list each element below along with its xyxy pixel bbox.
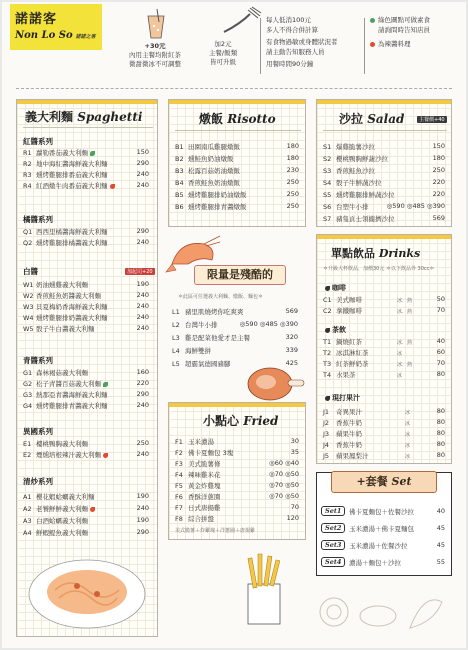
item-price: 180: [432, 154, 445, 162]
section-orange-sauce: 橘醬系列: [23, 215, 53, 224]
item-price: 250: [432, 166, 445, 174]
drink-note: +30元 內用主餐均附紅茶 微甜微冰不可調整: [129, 42, 181, 68]
menu-page: [2, 2, 466, 648]
item-price: 70: [436, 306, 445, 314]
item-price: ◎70 ◎50: [269, 481, 299, 489]
dining-rules: 每人低消100元 多人不得合併計算 有食物過敏或身體狀況者 請主動告知服務人員 用餐時間90分鐘: [266, 16, 338, 68]
set-item: 佛卡夏麵包＋佐餐沙拉: [349, 508, 414, 516]
menu-item: R1 蘿勒番茄義大利麵: [23, 148, 95, 157]
set-label: Set2: [321, 523, 345, 533]
drinks-title: 單點飲品 Drinks: [331, 247, 421, 260]
section-exotic: 異國系列: [23, 427, 53, 436]
panel-accent: [317, 100, 451, 104]
item-price: 240: [136, 313, 149, 321]
menu-item: R3 燻烤雞腿排番茄義大利麵: [23, 171, 108, 179]
menu-item: B3 松露百菇奶油燉飯: [175, 167, 240, 175]
logo-chinese: 諾諾客: [15, 12, 58, 27]
menu-item: W5 骰子牛白醬義大利麵: [23, 325, 95, 333]
spicy-dot-icon: [370, 42, 375, 47]
item-price: 220: [136, 379, 149, 387]
panel-accent: [169, 403, 305, 407]
menu-item: G1 森林褐菇義大利麵: [23, 369, 88, 377]
salad-price-tag: 主餐價+40: [419, 117, 445, 123]
menu-item: B6 燻烤雞腿排青醬燉飯: [175, 203, 247, 211]
menu-item: F8 綜合拼盤: [175, 515, 214, 523]
platter-note: 美式脆薯＋炸雞塊＋洋蔥圈＋唐揚雞: [175, 528, 256, 534]
item-price: 290: [136, 159, 149, 167]
menu-item: F1 玉米濃湯: [175, 438, 214, 446]
item-price: 30: [290, 437, 299, 445]
item-price: 240: [136, 291, 149, 299]
item-price: 80: [436, 370, 445, 378]
drink-temp: 冰．熱: [397, 362, 413, 368]
spaghetti-panel: [16, 99, 158, 637]
set-price: 40: [436, 507, 445, 515]
menu-item: W2 香煎鮭魚奶醬義大利麵: [23, 292, 101, 300]
menu-item: L2 台灣牛小排: [172, 321, 218, 329]
menu-item: T3 紅茶鮮奶茶: [323, 360, 369, 368]
menu-item: W1 奶油燻雞義大利麵: [23, 281, 88, 289]
menu-item: S2 櫻桃鴨胸鮮蔬沙拉: [323, 155, 388, 163]
item-price: 190: [136, 492, 149, 500]
item-price: 80: [436, 440, 445, 448]
title-underline: [23, 127, 153, 128]
set-label: Set1: [321, 506, 345, 516]
item-price: 80: [436, 451, 445, 459]
item-price: 240: [136, 238, 149, 246]
menu-item: F3 美式脆薯條: [175, 460, 221, 468]
item-price: 240: [136, 181, 149, 189]
menu-item: S6 台塑牛小排: [323, 203, 369, 211]
menu-item: Q1 西西里橘醬海鮮義大利麵: [23, 228, 108, 236]
panel-accent: [317, 235, 451, 239]
item-price: ◎590 ◎485 ◎390: [239, 320, 298, 328]
set-item: 玉米濃湯＋佐餐沙拉: [349, 542, 408, 550]
item-price: 240: [136, 401, 149, 409]
drink-temp: 冰: [405, 454, 411, 460]
menu-item: F4 辣味雞米花: [175, 471, 221, 479]
item-price: 290: [136, 227, 149, 235]
menu-item: S5 燻烤雞腿排鮮蔬沙拉: [323, 191, 395, 199]
set-label: Set3: [321, 540, 345, 550]
item-price: 220: [432, 178, 445, 186]
menu-item: C1 美式咖啡: [323, 296, 362, 304]
drinks-note: ＊升級大杯飲品，加價30元 ＊以下飲品外 30cc＊: [323, 266, 435, 272]
divider: [364, 18, 365, 74]
logo-english: Non Lo So 諾諾之客: [15, 30, 96, 41]
logo: [10, 4, 102, 50]
risotto-panel: [168, 99, 306, 227]
drink-temp: 冰: [405, 443, 411, 449]
risotto-title: 燉飯 Risotto: [199, 112, 276, 126]
limited-banner: 限量是殘酷的: [194, 265, 286, 285]
menu-item: A3 白酒蛤蠣義大利麵: [23, 517, 88, 525]
divider: [260, 18, 261, 74]
item-price: 190: [136, 280, 149, 288]
item-price: 230: [286, 166, 299, 174]
item-price: 220: [432, 190, 445, 198]
menu-item: S1 爆雞脆薯沙拉: [323, 143, 375, 151]
salad-panel: [316, 99, 452, 227]
title-underline: [175, 130, 301, 131]
menu-item: C2 拿鐵咖啡: [323, 307, 362, 315]
menu-item: F6 香酥洋蔥圈: [175, 493, 221, 501]
bullet-icon: [325, 286, 330, 291]
item-price: 569: [285, 307, 298, 315]
menu-item: J2 香蕉牛奶: [323, 419, 362, 427]
item-price: 190: [136, 516, 149, 524]
menu-item: E1 樓桃鴨胸義大利麵: [23, 440, 88, 448]
item-price: 150: [432, 142, 445, 150]
item-price: 180: [286, 154, 299, 162]
item-price: 240: [136, 170, 149, 178]
section-juice: 現打果汁: [325, 393, 360, 403]
menu-item: B2 燻鮭魚奶油燉飯: [175, 155, 234, 163]
menu-item: J4 香蕉牛奶: [323, 441, 362, 449]
item-price: 425: [285, 359, 298, 367]
item-price: ◎70 ◎50: [269, 492, 299, 500]
menu-item: R2 地中海紅醬海鮮義大利麵: [23, 160, 108, 168]
fork-icon: [220, 6, 262, 36]
section-pesto: 青醬系列: [23, 356, 53, 365]
menu-item: B4 香煎鮭魚奶油燉飯: [175, 179, 240, 187]
menu-item: W3 貝夏梅奶香海鮮義大利麵: [23, 303, 108, 311]
menu-item: J5 蘋果鳳梨汁: [323, 452, 369, 460]
drink-temp: 冰: [405, 421, 411, 427]
drink-temp: 冰: [397, 373, 403, 379]
menu-item: A1 櫻花蝦蛤蠣義大利麵: [23, 493, 95, 501]
set-price: 55: [436, 558, 445, 566]
menu-item: F7 日式唐揚雞: [175, 504, 221, 512]
item-price: 80: [436, 429, 445, 437]
item-price: 250: [286, 178, 299, 186]
menu-item: J3 蘋果牛奶: [323, 430, 362, 438]
menu-item: G4 燻烤雞腿排青醬義大利麵: [23, 402, 108, 410]
item-price: 120: [286, 514, 299, 522]
menu-item: G2 松子青醬百菇義大利麵: [23, 379, 108, 388]
title-underline: [323, 130, 447, 131]
drink-temp: 冰．熱: [397, 309, 413, 315]
menu-item: G3 熱那亞青醬海鮮義大利麵: [23, 391, 108, 399]
spicy-icon: [103, 453, 108, 458]
menu-item: L5 超霸氣德國豬腳: [172, 360, 231, 368]
veg-icon: [103, 382, 108, 387]
section-stirfry: 清炒系列: [23, 477, 53, 486]
menu-item: T4 水果茶: [323, 371, 356, 379]
limited-note: ＊此區可任選義大利麵、燉飯、麵包＊: [178, 294, 264, 300]
drink-temp: 冰: [397, 351, 403, 357]
upgrade-note: 加2元 主餐/飯類 皆可升級: [208, 40, 238, 66]
cheese-addon-tag: 加起司+20: [127, 269, 153, 275]
set-label: Set4: [321, 557, 345, 567]
item-price: 35: [290, 448, 299, 456]
iced-tea-icon: [145, 8, 167, 40]
menu-item: A2 老饕鮮鮮義大利麵: [23, 504, 95, 513]
menu-item: E2 煙燻培根辣汁義大利麵: [23, 450, 108, 459]
drink-temp: 冰．熱: [397, 298, 413, 304]
menu-item: F2 佛卡夏麵包 3塊: [175, 449, 234, 457]
salad-title: 沙拉 Salad: [339, 112, 405, 126]
item-price: 150: [136, 148, 149, 156]
drinks-panel: [316, 234, 452, 464]
item-price: 180: [286, 142, 299, 150]
item-price: 80: [436, 418, 445, 426]
menu-item: R4 紅酒燉牛肉番茄義大利麵: [23, 181, 115, 190]
fried-title: 小點心 Fried: [203, 414, 279, 428]
menu-item: S3 香煎鮭魚沙拉: [323, 167, 375, 175]
menu-item: F5 黃金炸雞塊: [175, 482, 221, 490]
item-price: 339: [285, 346, 298, 354]
menu-item: Q2 燻烤雞腿排橘醬義大利麵: [23, 239, 108, 247]
item-price: 250: [286, 202, 299, 210]
ham-illustration: [244, 362, 308, 404]
set-price: 45: [436, 541, 445, 549]
item-price: 70: [290, 503, 299, 511]
panel-accent: [17, 100, 157, 104]
spaghetti-title: 義大利麵 Spaghetti: [25, 110, 143, 124]
fries-illustration: [234, 550, 294, 630]
fried-panel: [168, 402, 306, 540]
menu-item: L3 雞是配菜他愛才是主餐: [172, 334, 250, 342]
item-price: 569: [432, 214, 445, 222]
item-price: 250: [136, 439, 149, 447]
item-price: 50: [436, 295, 445, 303]
menu-item: T2 冰淇淋紅茶: [323, 349, 369, 357]
menu-item: L1 豬里肌燒烤你吃爽爽: [172, 308, 244, 316]
item-price: 290: [136, 390, 149, 398]
menu-item: L4 海鮮雙拼: [172, 347, 211, 355]
set-item: 濃湯＋麵包＋沙拉: [349, 559, 401, 567]
item-price: 240: [136, 504, 149, 512]
bullet-icon: [325, 396, 330, 401]
vegetable-sketch-illustration: [314, 582, 454, 642]
legend: 綠色圖點可做素食 請詢問時告知店員 為辣醬料理: [370, 16, 430, 50]
drink-temp: 冰: [405, 432, 411, 438]
spicy-icon: [110, 184, 115, 189]
menu-item: J1 奇異果汁: [323, 408, 362, 416]
item-price: 80: [436, 407, 445, 415]
item-price: 240: [136, 324, 149, 332]
menu-item: A4 鮮蝦鯷魚義大利麵: [23, 529, 88, 537]
menu-item: T1 鍋燒紅茶: [323, 338, 362, 346]
drink-temp: 冰．熱: [397, 340, 413, 346]
menu-item: S4 骰子牛鮮蔬沙拉: [323, 179, 382, 187]
section-red-sauce: 紅醬系列: [23, 137, 53, 146]
bullet-icon: [325, 328, 330, 333]
item-price: 290: [136, 528, 149, 536]
item-price: 250: [286, 190, 299, 198]
item-price: ◎70 ◎50: [269, 470, 299, 478]
item-price: ◎590 ◎485 ◎390: [386, 202, 445, 210]
header-rule: [16, 88, 452, 89]
item-price: 240: [136, 450, 149, 458]
item-price: 320: [285, 333, 298, 341]
section-coffee: 咖啡: [325, 283, 346, 293]
set-panel: [316, 472, 452, 576]
menu-item: S7 豬隻貢士領攏擠沙拉: [323, 215, 395, 223]
set-title: +套餐 Set: [331, 471, 437, 493]
section-tea: 茶飲: [325, 325, 346, 335]
item-price: 160: [136, 368, 149, 376]
item-price: ◎60 ◎40: [269, 459, 299, 467]
menu-item: B1 田園南瓜雞腿燉飯: [175, 143, 240, 151]
item-price: 240: [136, 302, 149, 310]
spicy-icon: [90, 507, 95, 512]
item-price: 70: [436, 359, 445, 367]
veg-icon: [90, 151, 95, 156]
menu-item: W4 燻烤雞腿排奶醬義大利麵: [23, 314, 108, 322]
drink-temp: 冰: [405, 410, 411, 416]
set-item: 玉米濃湯＋佛卡夏麵包: [349, 525, 414, 533]
menu-item: B5 燻烤雞腿排奶油燉飯: [175, 191, 247, 199]
veg-dot-icon: [370, 18, 375, 23]
pasta-plate-illustration: [25, 546, 149, 632]
set-price: 45: [436, 524, 445, 532]
item-price: 40: [436, 337, 445, 345]
section-white-sauce: 白醬: [23, 267, 38, 276]
panel-accent: [169, 100, 305, 104]
item-price: 60: [436, 348, 445, 356]
